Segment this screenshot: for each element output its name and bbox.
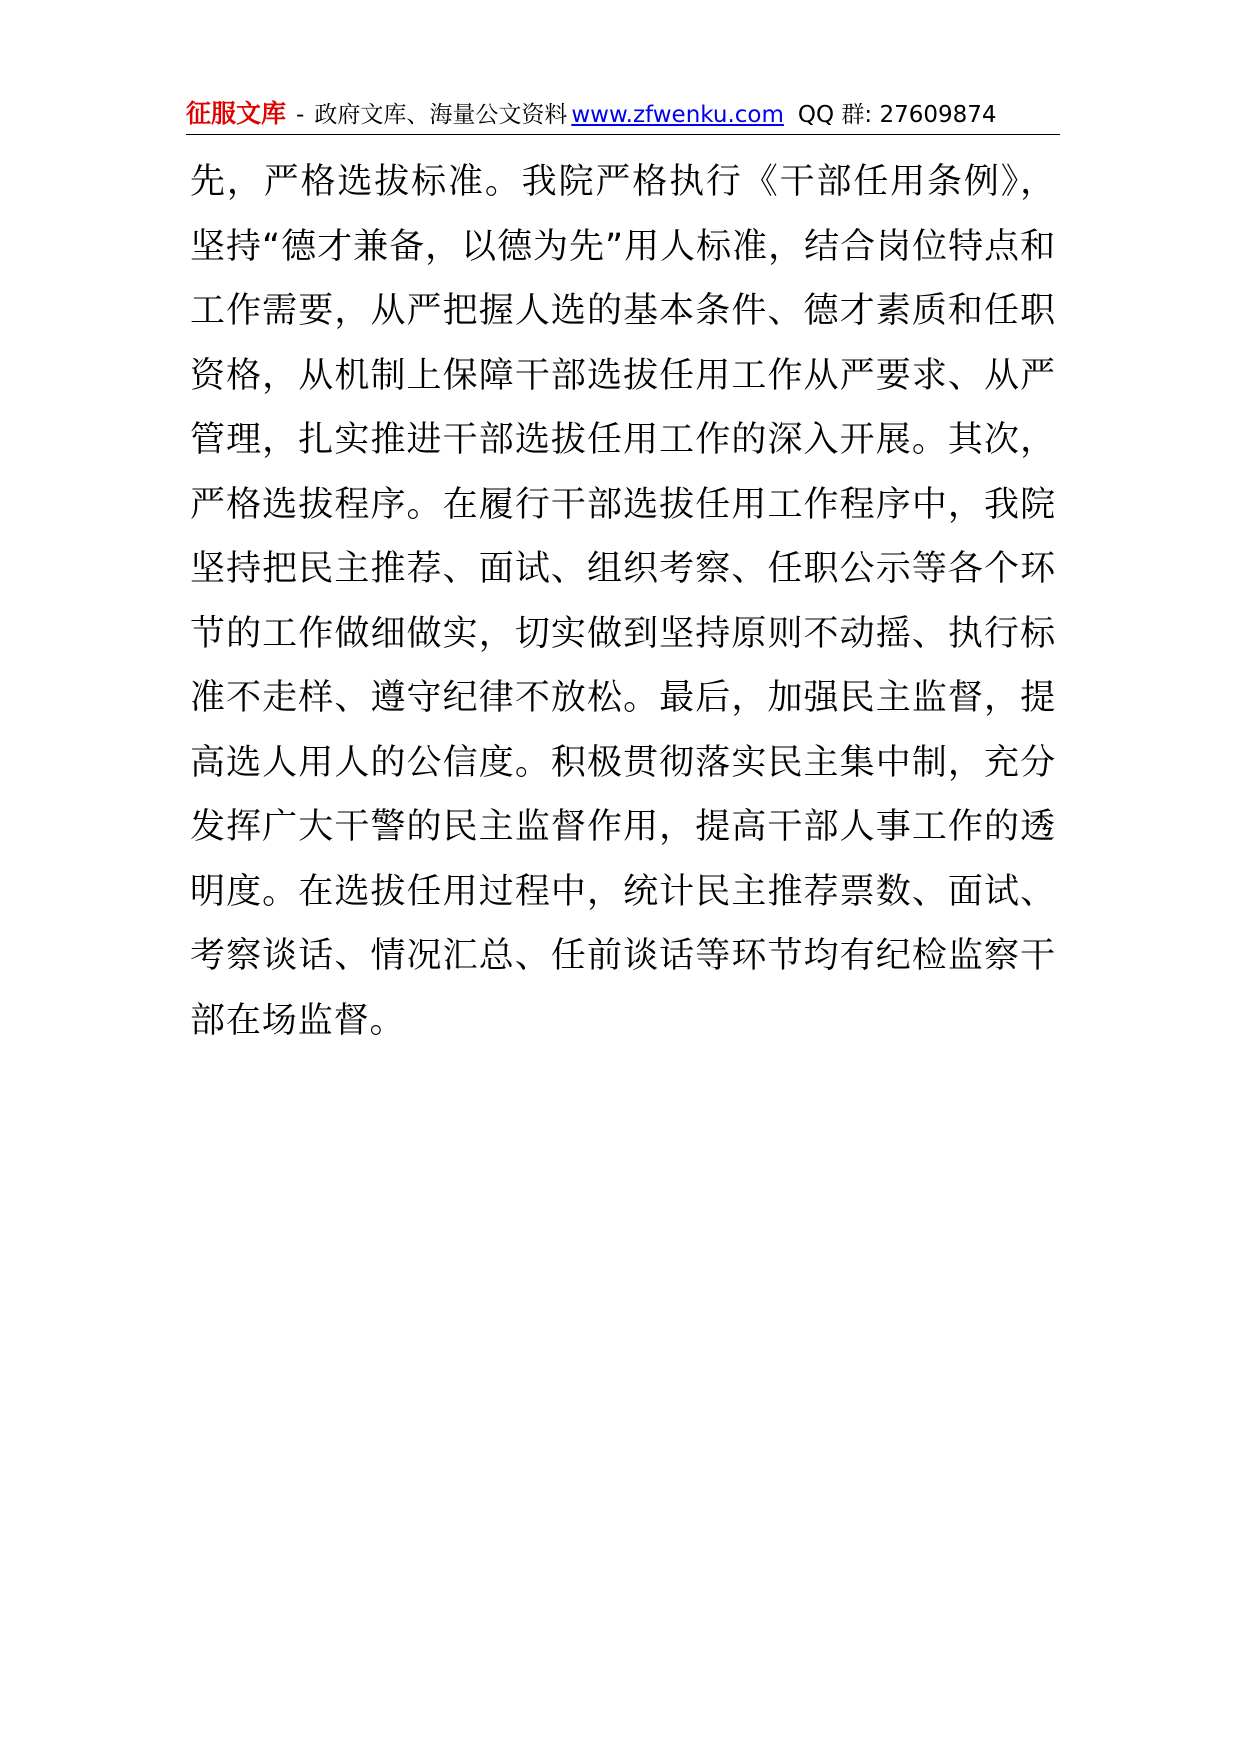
page-header xyxy=(186,94,1060,135)
brand-name: 征服文库 xyxy=(186,99,287,128)
qq-group: QQ 群: 27609874 xyxy=(797,102,997,128)
header-tagline: 政府文库、海量公文资料 xyxy=(314,102,568,128)
header-separator: - xyxy=(296,102,305,128)
site-link[interactable]: www.zfwenku.com xyxy=(571,102,784,128)
body-paragraph: 先，严格选拔标准。我院严格执行《干部任用条例》，坚持“德才兼备，以德为先”用人标准，结合岗位特点和工作需要，从严把握人选的基本条件、德才素质和任职资格，从机制上保障干部选拔任用工作从严要求、从严管理，扎实推进干部选拔任用工作的深入开展。其次，严格选拔程序。在履行干部选拔任用工作程序中，我院坚持把民主推荐、面试、组织考察、任职公示等各个环节的工作做细做实，切实做到坚持原则不动摇、执行标准不走样、遵守纪律不放松。最后，加强民主监督，提高选人用人的公信度。积极贯彻落实民主集中制，充分发挥广大干警的民主监督作用，提高干部人事工作的透明度。在选拔任用过程中，统计民主推荐票数、面试、考察谈话、情况汇总、任前谈话等环节均有纪检监察干部在场监督。 xyxy=(190,162,1056,1041)
